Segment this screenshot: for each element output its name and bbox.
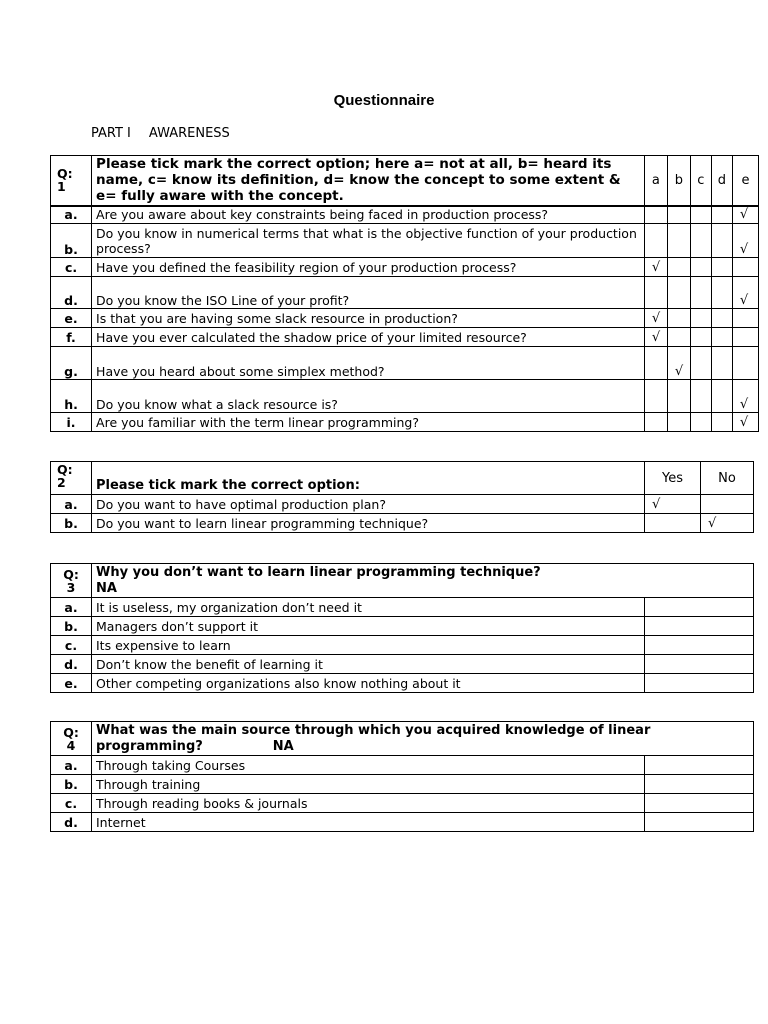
table-row: [51, 347, 759, 380]
tick-cell[interactable]: [732, 309, 758, 328]
q3-number-text: Q: 3: [63, 566, 79, 595]
tick-cell[interactable]: [667, 206, 690, 224]
item-key: e.: [51, 674, 92, 693]
answer-cell[interactable]: [645, 674, 754, 693]
tick-cell[interactable]: √: [732, 380, 758, 413]
table-row: [51, 206, 759, 224]
q2-number-text: Q: 2: [57, 462, 73, 490]
item-key: b.: [51, 617, 92, 636]
tick-cell[interactable]: [667, 413, 690, 432]
table-row: [51, 617, 754, 636]
q1-table: [50, 155, 759, 432]
tick-cell[interactable]: √: [732, 277, 758, 309]
q1-option-d: d: [711, 156, 732, 206]
item-text: Through reading books & journals: [92, 794, 645, 813]
tick-cell[interactable]: [711, 413, 732, 432]
item-text: It is useless, my organization don’t need it: [92, 598, 645, 617]
tick-cell[interactable]: [667, 309, 690, 328]
tick-cell[interactable]: [732, 347, 758, 380]
item-text: Are you familiar with the term linear programming?: [92, 413, 645, 432]
tick-cell[interactable]: [690, 309, 711, 328]
item-key: b.: [51, 775, 92, 794]
tick-cell[interactable]: [644, 380, 667, 413]
table-row: [51, 328, 759, 347]
tick-cell[interactable]: [690, 277, 711, 309]
tick-cell[interactable]: [667, 224, 690, 258]
tick-cell[interactable]: [690, 347, 711, 380]
page-title: Questionnaire: [333, 92, 435, 109]
tick-cell[interactable]: [711, 347, 732, 380]
item-text: Do you know what a slack resource is?: [92, 380, 645, 413]
answer-cell[interactable]: [645, 794, 754, 813]
item-text: Do you want to have optimal production plan?: [92, 495, 645, 514]
q1-number-text: Q: 1: [57, 166, 73, 195]
answer-cell[interactable]: [645, 655, 754, 674]
tick-cell[interactable]: [711, 309, 732, 328]
item-key: d.: [51, 655, 92, 674]
q1-number: [51, 156, 92, 206]
tick-cell[interactable]: √: [732, 206, 758, 224]
tick-cell[interactable]: [667, 328, 690, 347]
item-key: d.: [51, 813, 92, 832]
tick-cell[interactable]: √: [667, 347, 690, 380]
tick-cell[interactable]: [644, 277, 667, 309]
item-key: b.: [51, 224, 92, 258]
q2-prompt: Please tick mark the correct option:: [92, 462, 645, 495]
tick-cell[interactable]: [690, 258, 711, 277]
tick-cell[interactable]: [732, 258, 758, 277]
tick-cell[interactable]: [711, 380, 732, 413]
tick-cell[interactable]: [732, 328, 758, 347]
tick-cell[interactable]: [690, 206, 711, 224]
item-key: b.: [51, 514, 92, 533]
table-row: [51, 674, 754, 693]
q4-number-text: Q: 4: [63, 724, 79, 753]
tick-cell[interactable]: √: [644, 309, 667, 328]
tick-cell[interactable]: √: [701, 514, 754, 533]
item-text: Is that you are having some slack resource in production?: [92, 309, 645, 328]
table-row: [51, 655, 754, 674]
tick-cell[interactable]: [644, 347, 667, 380]
tick-cell[interactable]: √: [732, 224, 758, 258]
q1-option-a: a: [644, 156, 667, 206]
q2-option-yes: Yes: [645, 462, 701, 495]
item-key: c.: [51, 636, 92, 655]
item-text: Do you know the ISO Line of your profit?: [92, 277, 645, 309]
item-key: e.: [51, 309, 92, 328]
tick-cell[interactable]: √: [644, 328, 667, 347]
item-text: Don’t know the benefit of learning it: [92, 655, 645, 674]
tick-cell[interactable]: [644, 413, 667, 432]
tick-cell[interactable]: [690, 224, 711, 258]
item-text: Through taking Courses: [92, 756, 645, 775]
item-text: Have you heard about some simplex method?: [92, 347, 645, 380]
q1-option-b: b: [667, 156, 690, 206]
part-name: AWARENESS: [148, 126, 230, 141]
item-text: Its expensive to learn: [92, 636, 645, 655]
tick-cell[interactable]: [711, 328, 732, 347]
part-heading: [91, 126, 230, 141]
table-row: [51, 756, 754, 775]
answer-cell[interactable]: [645, 617, 754, 636]
tick-cell[interactable]: [645, 514, 701, 533]
item-key: d.: [51, 277, 92, 309]
q4-number: [51, 722, 92, 756]
q3-answer: NA: [96, 580, 117, 596]
item-key: f.: [51, 328, 92, 347]
table-row: [51, 277, 759, 309]
table-row: [51, 258, 759, 277]
table-row: [51, 495, 754, 514]
table-row: [51, 514, 754, 533]
tick-cell[interactable]: [667, 380, 690, 413]
tick-cell[interactable]: [644, 224, 667, 258]
item-key: h.: [51, 380, 92, 413]
item-text: Internet: [92, 813, 645, 832]
item-text: Are you aware about key constraints being faced in production process?: [92, 206, 645, 224]
tick-cell[interactable]: [667, 258, 690, 277]
q4-prompt-text: What was the main source through which you acquired knowledge of linear programming?: [96, 722, 651, 754]
q3-number: [51, 564, 92, 598]
tick-cell[interactable]: [690, 328, 711, 347]
tick-cell[interactable]: [690, 413, 711, 432]
table-row: [51, 309, 759, 328]
item-text: Other competing organizations also know nothing about it: [92, 674, 645, 693]
item-key: g.: [51, 347, 92, 380]
table-row: [51, 380, 759, 413]
item-key: i.: [51, 413, 92, 432]
q4-table: [50, 721, 754, 832]
item-key: a.: [51, 598, 92, 617]
item-key: c.: [51, 258, 92, 277]
table-row: [51, 224, 759, 258]
tick-cell[interactable]: [711, 277, 732, 309]
item-text: Do you want to learn linear programming technique?: [92, 514, 645, 533]
q2-option-no: No: [701, 462, 754, 495]
q2-number: [51, 462, 92, 495]
table-row: [51, 775, 754, 794]
item-key: a.: [51, 756, 92, 775]
tick-cell[interactable]: √: [644, 258, 667, 277]
tick-cell[interactable]: [711, 224, 732, 258]
tick-cell[interactable]: [711, 258, 732, 277]
item-text: Managers don’t support it: [92, 617, 645, 636]
part-label: PART I: [91, 126, 131, 141]
item-key: a.: [51, 206, 92, 224]
answer-cell[interactable]: [645, 598, 754, 617]
item-text: Through training: [92, 775, 645, 794]
item-text: Have you ever calculated the shadow price of your limited resource?: [92, 328, 645, 347]
tick-cell[interactable]: [667, 277, 690, 309]
tick-cell[interactable]: √: [732, 413, 758, 432]
item-text: Have you defined the feasibility region of your production process?: [92, 258, 645, 277]
q4-prompt: [92, 722, 754, 756]
q1-prompt: Please tick mark the correct option; here a= not at all, b= heard its name, c= know its definition, d= know the concept to some extent & e= fully aware with the concept.: [92, 156, 645, 206]
table-row: [51, 598, 754, 617]
q2-table: [50, 461, 754, 533]
item-key: c.: [51, 794, 92, 813]
tick-cell[interactable]: [644, 206, 667, 224]
tick-cell[interactable]: [701, 495, 754, 514]
table-row: [51, 813, 754, 832]
tick-cell[interactable]: √: [645, 495, 701, 514]
q3-prompt: [92, 564, 754, 598]
table-row: [51, 794, 754, 813]
tick-cell[interactable]: [690, 380, 711, 413]
item-key: a.: [51, 495, 92, 514]
q4-answer: NA: [272, 738, 294, 754]
table-row: [51, 413, 759, 432]
answer-cell[interactable]: [645, 756, 754, 775]
q1-option-c: c: [690, 156, 711, 206]
q3-prompt-text: Why you don’t want to learn linear programming technique?: [96, 564, 541, 580]
answer-cell[interactable]: [645, 636, 754, 655]
tick-cell[interactable]: [711, 206, 732, 224]
answer-cell[interactable]: [645, 775, 754, 794]
answer-cell[interactable]: [645, 813, 754, 832]
q1-option-e: e: [732, 156, 758, 206]
q3-table: [50, 563, 754, 693]
item-text: Do you know in numerical terms that what is the objective function of your production process?: [92, 224, 645, 258]
table-row: [51, 636, 754, 655]
